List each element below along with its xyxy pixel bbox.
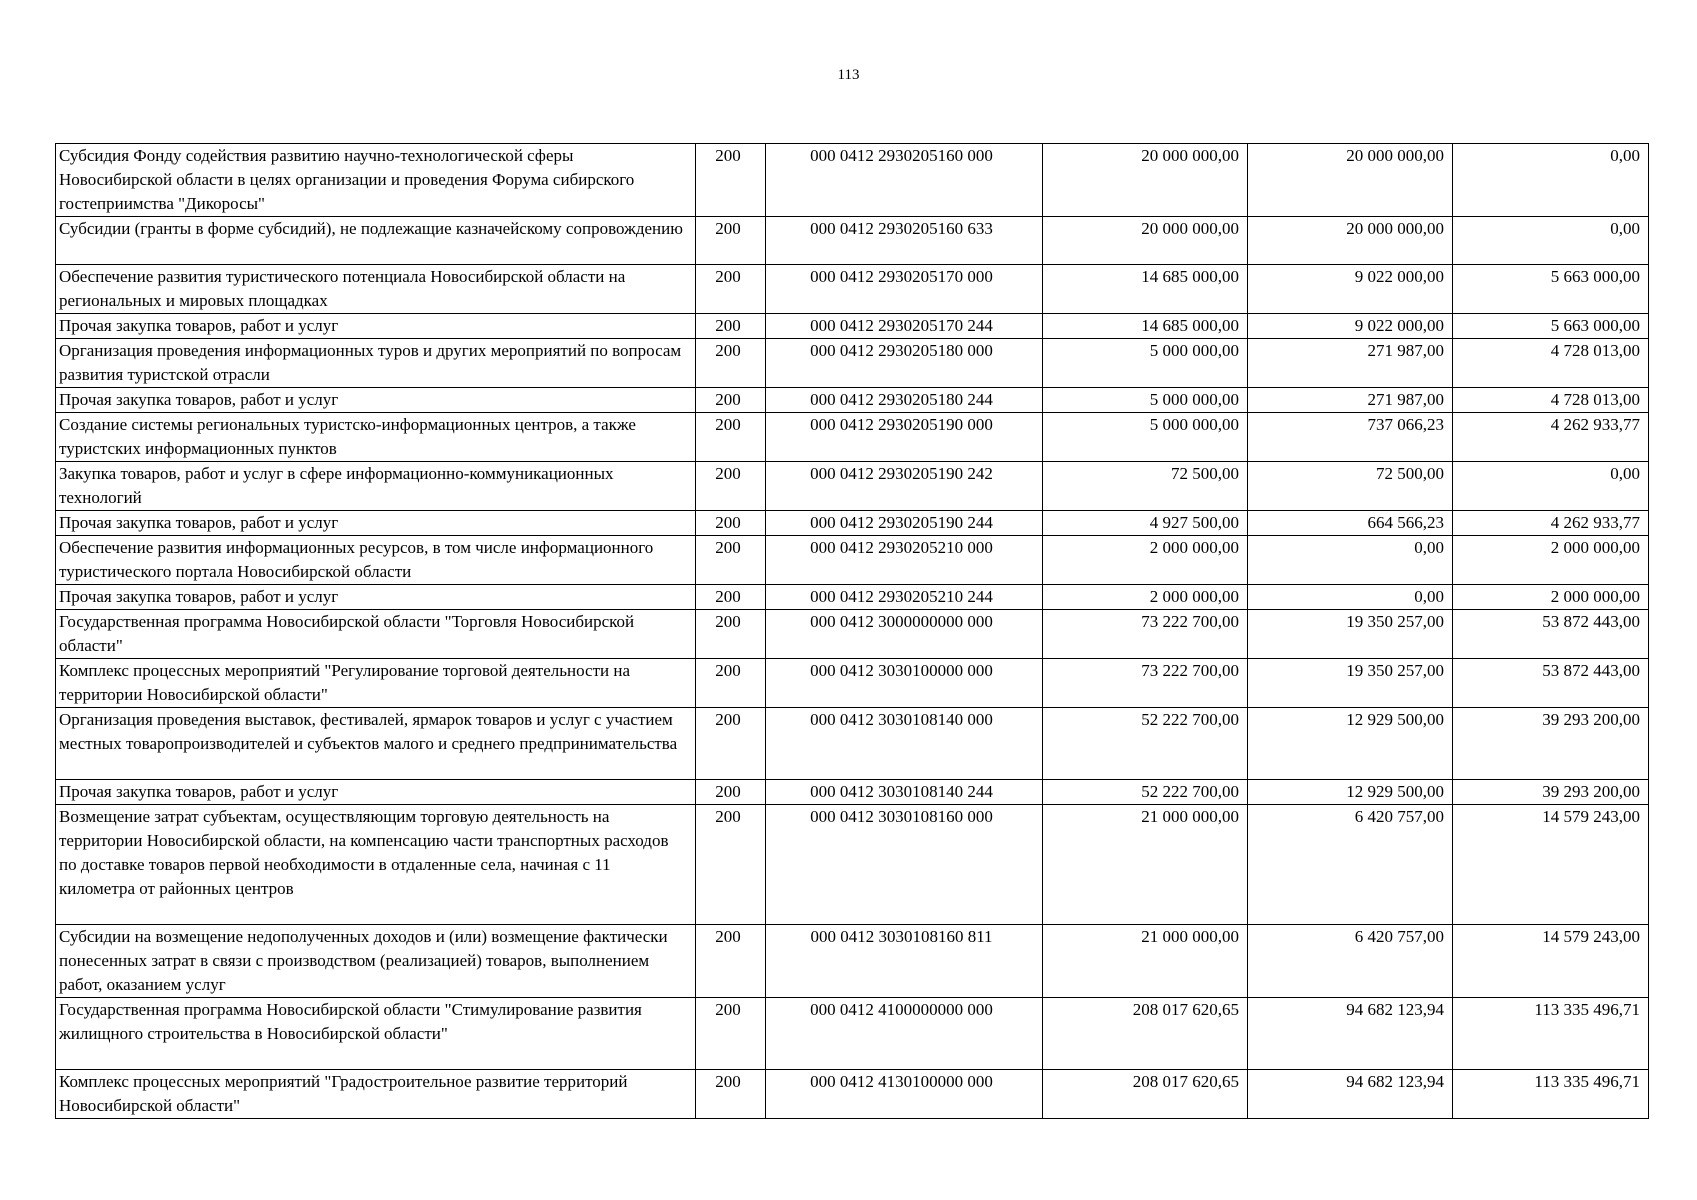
row-name: Создание системы региональных туристско-информационных центров, а также туристских информационных пунктов (56, 413, 696, 462)
row-unexecuted: 2 000 000,00 (1453, 536, 1649, 585)
row-name: Прочая закупка товаров, работ и услуг (56, 780, 696, 805)
row-approved: 21 000 000,00 (1043, 805, 1248, 925)
row-executed: 9 022 000,00 (1248, 265, 1453, 314)
row-executed: 6 420 757,00 (1248, 805, 1453, 925)
row-unexecuted: 53 872 443,00 (1453, 610, 1649, 659)
row-approved: 72 500,00 (1043, 462, 1248, 511)
row-classification: 000 0412 2930205170 244 (766, 314, 1043, 339)
table-row (56, 925, 1649, 998)
row-unexecuted: 39 293 200,00 (1453, 780, 1649, 805)
row-executed: 12 929 500,00 (1248, 708, 1453, 780)
table-row (56, 388, 1649, 413)
table-row (56, 265, 1649, 314)
row-executed: 20 000 000,00 (1248, 217, 1453, 265)
row-approved: 20 000 000,00 (1043, 217, 1248, 265)
row-unexecuted: 5 663 000,00 (1453, 265, 1649, 314)
table-row (56, 708, 1649, 780)
row-classification: 000 0412 2930205170 000 (766, 265, 1043, 314)
row-approved: 52 222 700,00 (1043, 780, 1248, 805)
row-classification: 000 0412 3030108140 244 (766, 780, 1043, 805)
row-code: 200 (696, 1070, 766, 1119)
row-code: 200 (696, 998, 766, 1070)
row-classification: 000 0412 3030108160 000 (766, 805, 1043, 925)
row-name: Государственная программа Новосибирской области "Стимулирование развития жилищного строительства в Новосибирской области" (56, 998, 696, 1070)
row-classification: 000 0412 2930205160 000 (766, 144, 1043, 217)
table-row (56, 659, 1649, 708)
row-approved: 208 017 620,65 (1043, 1070, 1248, 1119)
table-row (56, 585, 1649, 610)
table-row (56, 610, 1649, 659)
row-name: Закупка товаров, работ и услуг в сфере информационно-коммуникационных технологий (56, 462, 696, 511)
row-executed: 0,00 (1248, 585, 1453, 610)
row-approved: 73 222 700,00 (1043, 610, 1248, 659)
table-row (56, 144, 1649, 217)
row-unexecuted: 4 728 013,00 (1453, 388, 1649, 413)
row-classification: 000 0412 2930205210 000 (766, 536, 1043, 585)
row-classification: 000 0412 4100000000 000 (766, 998, 1043, 1070)
row-name: Прочая закупка товаров, работ и услуг (56, 585, 696, 610)
row-unexecuted: 4 262 933,77 (1453, 413, 1649, 462)
row-classification: 000 0412 2930205210 244 (766, 585, 1043, 610)
row-unexecuted: 2 000 000,00 (1453, 585, 1649, 610)
row-executed: 94 682 123,94 (1248, 998, 1453, 1070)
row-executed: 271 987,00 (1248, 388, 1453, 413)
row-code: 200 (696, 536, 766, 585)
row-name: Государственная программа Новосибирской области "Торговля Новосибирской области" (56, 610, 696, 659)
row-code: 200 (696, 511, 766, 536)
row-approved: 5 000 000,00 (1043, 413, 1248, 462)
row-approved: 21 000 000,00 (1043, 925, 1248, 998)
row-classification: 000 0412 3030108160 811 (766, 925, 1043, 998)
row-executed: 271 987,00 (1248, 339, 1453, 388)
row-approved: 14 685 000,00 (1043, 265, 1248, 314)
table-body (56, 144, 1649, 1119)
row-unexecuted: 53 872 443,00 (1453, 659, 1649, 708)
row-code: 200 (696, 462, 766, 511)
row-code: 200 (696, 144, 766, 217)
row-unexecuted: 4 728 013,00 (1453, 339, 1649, 388)
row-code: 200 (696, 805, 766, 925)
row-classification: 000 0412 2930205180 000 (766, 339, 1043, 388)
row-approved: 2 000 000,00 (1043, 536, 1248, 585)
row-name: Прочая закупка товаров, работ и услуг (56, 388, 696, 413)
row-code: 200 (696, 413, 766, 462)
row-code: 200 (696, 708, 766, 780)
row-classification: 000 0412 3000000000 000 (766, 610, 1043, 659)
table-row (56, 339, 1649, 388)
row-approved: 14 685 000,00 (1043, 314, 1248, 339)
row-unexecuted: 14 579 243,00 (1453, 805, 1649, 925)
row-executed: 0,00 (1248, 536, 1453, 585)
row-approved: 52 222 700,00 (1043, 708, 1248, 780)
row-executed: 19 350 257,00 (1248, 610, 1453, 659)
row-executed: 737 066,23 (1248, 413, 1453, 462)
row-classification: 000 0412 2930205160 633 (766, 217, 1043, 265)
table-row (56, 805, 1649, 925)
row-code: 200 (696, 585, 766, 610)
row-name: Субсидии (гранты в форме субсидий), не подлежащие казначейскому сопровождению (56, 217, 696, 265)
row-unexecuted: 0,00 (1453, 144, 1649, 217)
table-row (56, 780, 1649, 805)
row-approved: 73 222 700,00 (1043, 659, 1248, 708)
row-code: 200 (696, 659, 766, 708)
row-executed: 94 682 123,94 (1248, 1070, 1453, 1119)
table-row (56, 413, 1649, 462)
row-unexecuted: 39 293 200,00 (1453, 708, 1649, 780)
row-approved: 5 000 000,00 (1043, 388, 1248, 413)
row-code: 200 (696, 610, 766, 659)
row-executed: 6 420 757,00 (1248, 925, 1453, 998)
row-classification: 000 0412 3030100000 000 (766, 659, 1043, 708)
row-executed: 664 566,23 (1248, 511, 1453, 536)
row-unexecuted: 4 262 933,77 (1453, 511, 1649, 536)
row-approved: 20 000 000,00 (1043, 144, 1248, 217)
table-row (56, 462, 1649, 511)
table-row (56, 998, 1649, 1070)
row-classification: 000 0412 4130100000 000 (766, 1070, 1043, 1119)
row-unexecuted: 5 663 000,00 (1453, 314, 1649, 339)
row-classification: 000 0412 2930205190 244 (766, 511, 1043, 536)
row-code: 200 (696, 265, 766, 314)
budget-execution-table (55, 143, 1649, 1119)
row-code: 200 (696, 925, 766, 998)
page-number: 113 (837, 67, 860, 83)
row-executed: 12 929 500,00 (1248, 780, 1453, 805)
row-executed: 19 350 257,00 (1248, 659, 1453, 708)
row-name: Прочая закупка товаров, работ и услуг (56, 511, 696, 536)
row-name: Субсидии на возмещение недополученных доходов и (или) возмещение фактически понесенных затрат в связи с производством (реализацией) товаров, выполнением работ, оказанием услуг (56, 925, 696, 998)
table-row (56, 217, 1649, 265)
table-row (56, 511, 1649, 536)
row-code: 200 (696, 217, 766, 265)
table-row (56, 1070, 1649, 1119)
row-approved: 4 927 500,00 (1043, 511, 1248, 536)
row-classification: 000 0412 3030108140 000 (766, 708, 1043, 780)
row-approved: 2 000 000,00 (1043, 585, 1248, 610)
row-code: 200 (696, 314, 766, 339)
row-code: 200 (696, 339, 766, 388)
row-classification: 000 0412 2930205190 242 (766, 462, 1043, 511)
row-name: Возмещение затрат субъектам, осуществляющим торговую деятельность на территории Новосибирской области, на компенсацию части транспортных расходов по доставке товаров первой необходимости в отдаленные села, начиная с 11 километра от районных центров (56, 805, 696, 925)
row-name: Организация проведения выставок, фестивалей, ярмарок товаров и услуг с участием местных товаропроизводителей и субъектов малого и среднего предпринимательства (56, 708, 696, 780)
row-unexecuted: 113 335 496,71 (1453, 1070, 1649, 1119)
row-classification: 000 0412 2930205180 244 (766, 388, 1043, 413)
row-unexecuted: 113 335 496,71 (1453, 998, 1649, 1070)
row-name: Субсидия Фонду содействия развитию научно-технологической сферы Новосибирской области в целях организации и проведения Форума сибирского гостеприимства "Дикоросы" (56, 144, 696, 217)
row-unexecuted: 0,00 (1453, 462, 1649, 511)
row-approved: 5 000 000,00 (1043, 339, 1248, 388)
row-executed: 20 000 000,00 (1248, 144, 1453, 217)
row-name: Обеспечение развития туристического потенциала Новосибирской области на региональных и мировых площадках (56, 265, 696, 314)
row-name: Комплекс процессных мероприятий "Регулирование торговой деятельности на территории Новосибирской области" (56, 659, 696, 708)
row-executed: 72 500,00 (1248, 462, 1453, 511)
row-name: Прочая закупка товаров, работ и услуг (56, 314, 696, 339)
row-unexecuted: 14 579 243,00 (1453, 925, 1649, 998)
row-executed: 9 022 000,00 (1248, 314, 1453, 339)
row-name: Обеспечение развития информационных ресурсов, в том числе информационного туристического портала Новосибирской области (56, 536, 696, 585)
table-row (56, 536, 1649, 585)
row-classification: 000 0412 2930205190 000 (766, 413, 1043, 462)
row-name: Организация проведения информационных туров и других мероприятий по вопросам развития туристской отрасли (56, 339, 696, 388)
row-code: 200 (696, 388, 766, 413)
row-approved: 208 017 620,65 (1043, 998, 1248, 1070)
table-row (56, 314, 1649, 339)
row-code: 200 (696, 780, 766, 805)
row-unexecuted: 0,00 (1453, 217, 1649, 265)
row-name: Комплекс процессных мероприятий "Градостроительное развитие территорий Новосибирской области" (56, 1070, 696, 1119)
